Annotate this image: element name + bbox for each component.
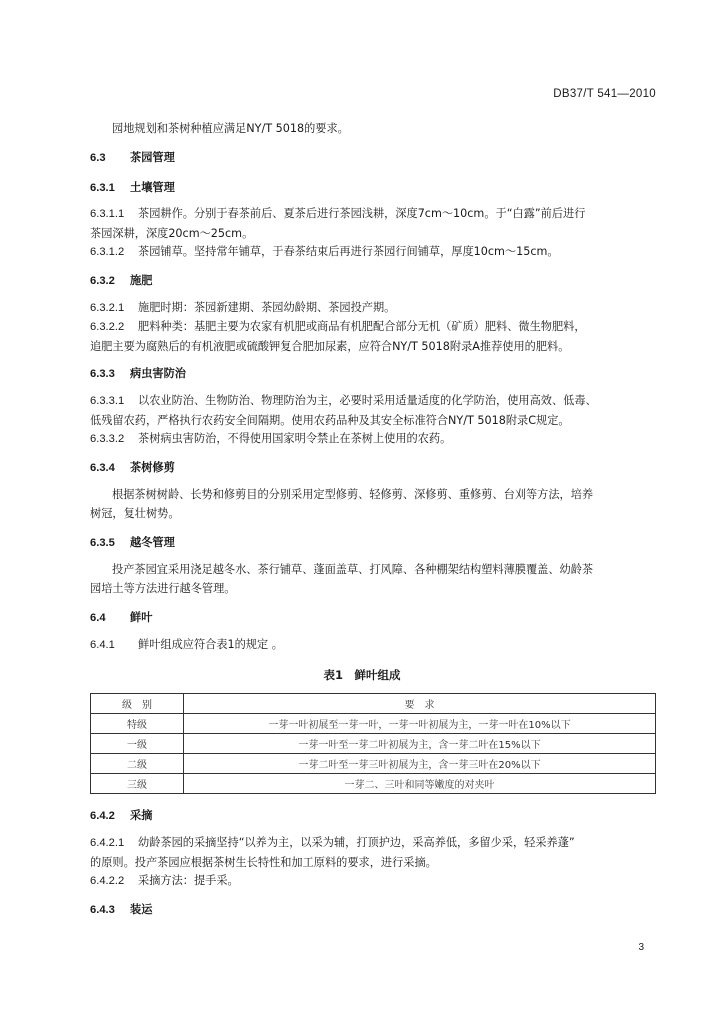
clause-text: 肥料种类：基肥主要为农家有机肥或商品有机肥配合部分无机（矿质）肥料、微生物肥料，	[138, 320, 586, 333]
clause-text: 茶园耕作。分别于春茶前后、夏茶后进行茶园浅耕，深度7cm～10cm。于“白露”前后进行	[138, 207, 586, 220]
table-cell-requirement: 一芽一叶初展至一芽一叶，一芽一叶初展为主，一芽一叶在10%以下	[184, 714, 656, 734]
heading-title: 施肥	[130, 274, 153, 287]
heading-number: 6.3.5	[90, 537, 115, 549]
clause-6-3-1-1	[90, 204, 585, 243]
table-cell-grade: 二级	[91, 754, 184, 774]
clause-number: 6.4.2.1	[90, 837, 125, 849]
heading-number: 6.3.4	[90, 462, 115, 474]
clause-number: 6.3.3.2	[90, 433, 125, 445]
paragraph-6-3-5	[112, 560, 593, 579]
clause-number: 6.4.2.2	[90, 875, 125, 887]
clause-text: 鲜叶组成应符合表1的规定 。	[138, 638, 283, 651]
heading-6-4	[90, 609, 152, 625]
table-header-row	[91, 694, 656, 714]
heading-number: 6.3.1	[90, 182, 115, 194]
clause-number: 6.3.2.2	[90, 321, 125, 333]
page-number: 3	[638, 942, 644, 953]
clause-text: 茶树病虫害防治，不得使用国家明令禁止在茶树上使用的农药。	[138, 432, 452, 445]
clause-continuation: 追肥主要为腐熟后的有机液肥或硫酸钾复合肥加尿素，应符合NY/T 5018附录A推荐使用的肥料。	[90, 340, 570, 353]
heading-6-3-4	[90, 459, 175, 475]
heading-number: 6.4	[90, 612, 106, 624]
clause-continuation: 低残留农药，严格执行农药安全间隔期。使用农药品种及其安全标准符合NY/T 5018附录C规定。	[90, 414, 570, 427]
intro-paragraph: 园地规划和茶树种植应满足NY/T 5018的要求。	[112, 122, 349, 135]
heading-6-4-2	[90, 807, 152, 823]
clause-text: 采摘方法：提手采。	[138, 874, 239, 887]
table-row	[91, 774, 656, 794]
table-cell-grade: 特级	[91, 714, 184, 734]
clause-continuation: 的原则。投产茶园应根据茶树生长特性和加工原料的要求，进行采摘。	[90, 856, 437, 869]
document-number: DB37/T 541—2010	[553, 88, 656, 100]
clause-6-4-2-1	[90, 833, 575, 872]
clause-6-3-3-1	[90, 391, 597, 430]
paragraph-text: 根据茶树树龄、长势和修剪目的分别采用定型修剪、轻修剪、深修剪、重修剪、台刈等方法，培养	[112, 488, 594, 501]
clause-text: 幼龄茶园的采摘坚持“以养为主，以采为辅，打顶护边，采高养低，多留少采，轻采养蓬”	[138, 836, 575, 849]
clause-6-3-3-2	[90, 429, 451, 449]
table-cell-grade: 一级	[91, 734, 184, 754]
heading-title: 装运	[130, 903, 153, 916]
clause-number: 6.3.1.1	[90, 208, 125, 220]
heading-title: 病虫害防治	[130, 367, 186, 380]
heading-number: 6.3.2	[90, 275, 115, 287]
clause-number: 6.3.2.1	[90, 302, 125, 314]
paragraph-6-3-5-continuation: 园培土等方法进行越冬管理。	[90, 582, 236, 595]
heading-number: 6.4.3	[90, 904, 115, 916]
clause-number: 6.3.3.1	[90, 395, 125, 407]
clause-6-3-1-2	[90, 242, 559, 262]
clause-6-4-2-2	[90, 871, 239, 891]
paragraph-6-3-4-continuation: 树冠，复壮树势。	[90, 507, 180, 520]
heading-number: 6.4.2	[90, 810, 115, 822]
table-row	[91, 714, 656, 734]
paragraph-6-3-4	[112, 485, 593, 504]
clause-number: 6.3.1.2	[90, 246, 125, 258]
clause-number: 6.4.1	[90, 639, 115, 651]
table-cell-grade: 三级	[91, 774, 184, 794]
heading-6-3-2	[90, 272, 152, 288]
heading-title: 土壤管理	[130, 181, 175, 194]
clause-text: 茶园铺草。坚持常年铺草，于春茶结束后再进行茶园行间铺草，厚度10cm～15cm。	[138, 245, 559, 258]
clause-continuation: 茶园深耕，深度20cm～25cm。	[90, 227, 254, 240]
table-row	[91, 734, 656, 754]
clause-text: 施肥时期：茶园新建期、茶园幼龄期、茶园投产期。	[138, 301, 396, 314]
table-cell-requirement: 一芽二、三叶和同等嫩度的对夹叶	[184, 774, 656, 794]
heading-title: 茶园管理	[130, 151, 175, 164]
heading-6-3-1	[90, 179, 175, 195]
heading-6-3-5	[90, 534, 175, 550]
table-header-requirement: 要 求	[184, 694, 656, 714]
table-cell-requirement: 一芽二叶至一芽三叶初展为主，含一芽三叶在20%以下	[184, 754, 656, 774]
fresh-leaf-table	[90, 693, 656, 794]
heading-number: 6.3	[90, 152, 106, 164]
table-caption: 表1 鲜叶组成	[323, 668, 401, 682]
clause-6-4-1	[90, 635, 283, 655]
table-header-grade: 级 别	[91, 694, 184, 714]
table-cell-requirement: 一芽一叶至一芽二叶初展为主，含一芽二叶在15%以下	[184, 734, 656, 754]
clause-text: 以农业防治、生物防治、物理防治为主，必要时采用适量适度的化学防治，使用高效、低毒、	[138, 394, 597, 407]
heading-title: 越冬管理	[130, 536, 175, 549]
paragraph-text: 投产茶园宜采用浇足越冬水、茶行铺草、蓬面盖草、打风障、各种棚架结构塑料薄膜覆盖、幼龄茶	[112, 563, 594, 576]
heading-title: 鲜叶	[130, 611, 153, 624]
heading-number: 6.3.3	[90, 368, 115, 380]
heading-6-3-3	[90, 365, 186, 381]
heading-title: 采摘	[130, 809, 153, 822]
clause-6-3-2-1	[90, 298, 395, 318]
table-row	[91, 754, 656, 774]
heading-6-3	[90, 149, 175, 165]
heading-title: 茶树修剪	[130, 461, 175, 474]
clause-6-3-2-2	[90, 317, 586, 356]
heading-6-4-3	[90, 901, 152, 917]
